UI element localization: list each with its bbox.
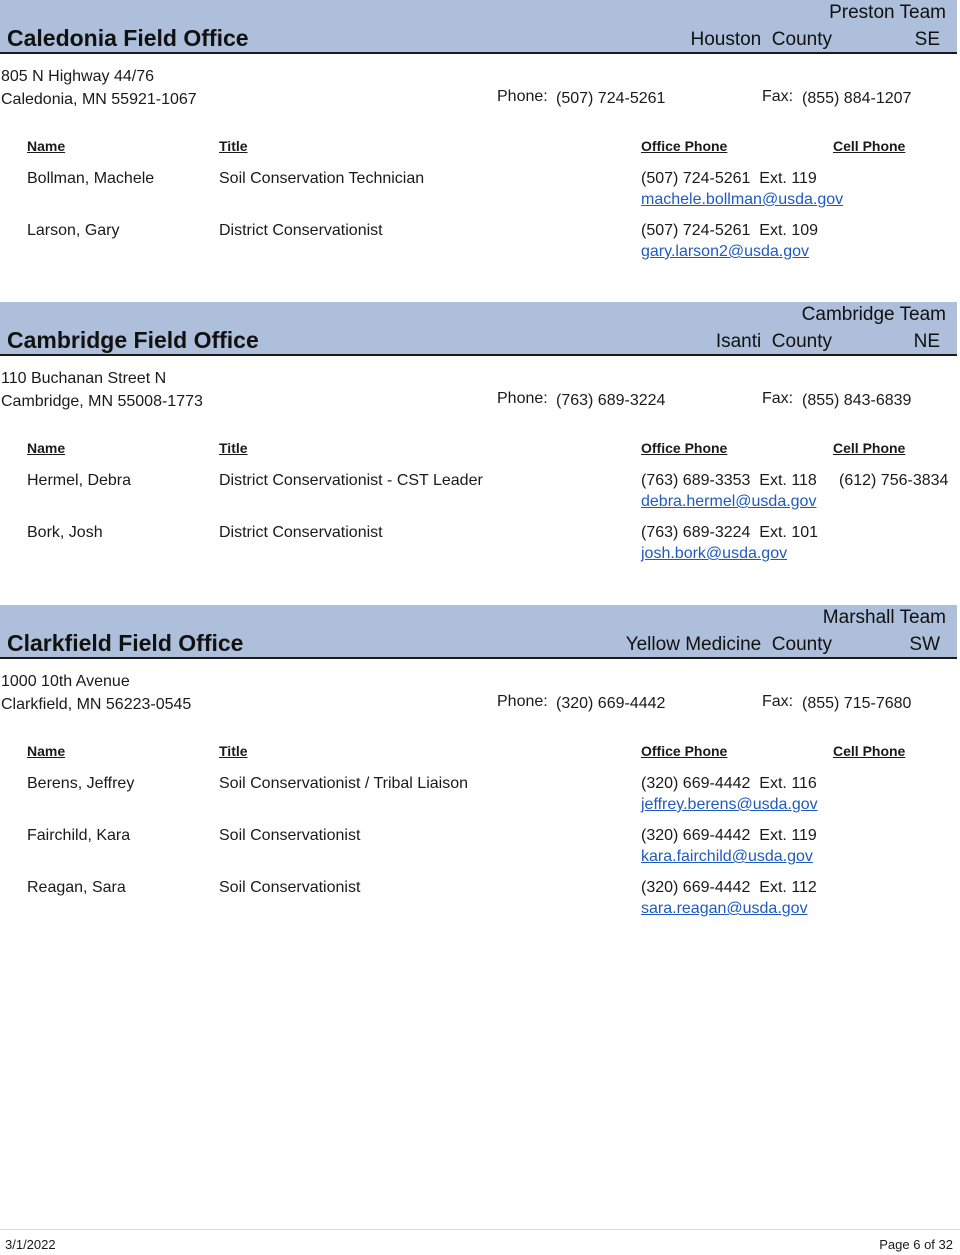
staff-name: Bork, Josh — [27, 524, 103, 541]
staff-name: Fairchild, Kara — [27, 827, 131, 844]
staff-office-phone: (507) 724-5261 Ext. 109 — [641, 222, 819, 239]
fax-label: Fax: — [762, 390, 794, 407]
staff-title: District Conservationist — [219, 524, 383, 541]
staff-email-link[interactable]: gary.larson2@usda.gov — [641, 243, 810, 260]
team-name: Marshall Team — [822, 607, 946, 628]
staff-office-phone: (320) 669-4442 Ext. 116 — [641, 775, 817, 792]
staff-title: Soil Conservationist / Tribal Liaison — [219, 775, 469, 792]
staff-cell-phone: (612) 756-3834 — [839, 472, 949, 489]
fax-value: (855) 843-6839 — [802, 392, 912, 409]
staff-office-phone: (507) 724-5261 Ext. 119 — [641, 170, 817, 187]
region-code: SW — [909, 634, 940, 655]
phone-label: Phone: — [497, 693, 548, 710]
staff-email-link[interactable]: jeffrey.berens@usda.gov — [641, 796, 818, 813]
staff-title: District Conservationist — [219, 222, 383, 239]
footer-divider — [0, 1229, 960, 1230]
staff-name: Berens, Jeffrey — [27, 775, 135, 792]
column-header-title: Title — [219, 138, 248, 154]
staff-email-link[interactable]: kara.fairchild@usda.gov — [641, 848, 813, 865]
address-line-2: Caledonia, MN 55921-1067 — [1, 91, 197, 108]
column-header-office-phone: Office Phone — [641, 138, 728, 154]
office-header-band — [0, 0, 957, 54]
staff-name: Larson, Gary — [27, 222, 120, 239]
office-address — [1, 65, 197, 111]
staff-name: Reagan, Sara — [27, 879, 126, 896]
staff-title: Soil Conservationist — [219, 827, 361, 844]
page-number: Page 6 of 32 — [879, 1237, 953, 1252]
staff-office-phone: (320) 669-4442 Ext. 119 — [641, 827, 817, 844]
fax-label: Fax: — [762, 88, 794, 105]
staff-email-link[interactable]: debra.hermel@usda.gov — [641, 493, 817, 510]
office-header-band — [0, 302, 957, 356]
office-phone-value: (763) 689-3224 — [556, 392, 666, 409]
fax-label: Fax: — [762, 693, 794, 710]
office-phone-value: (320) 669-4442 — [556, 695, 666, 712]
column-header-title: Title — [219, 743, 248, 759]
phone-label: Phone: — [497, 390, 548, 407]
address-line-1: 805 N Highway 44/76 — [1, 68, 154, 85]
staff-title: District Conservationist - CST Leader — [219, 472, 483, 489]
county-name: Yellow Medicine County — [625, 634, 832, 655]
staff-email-link[interactable]: machele.bollman@usda.gov — [641, 191, 844, 208]
office-address — [1, 670, 191, 716]
address-line-2: Clarkfield, MN 56223-0545 — [1, 696, 192, 713]
column-header-cell-phone: Cell Phone — [833, 440, 906, 456]
office-header-band — [0, 605, 957, 659]
column-header-office-phone: Office Phone — [641, 440, 728, 456]
address-line-2: Cambridge, MN 55008-1773 — [1, 393, 203, 410]
region-code: SE — [914, 29, 940, 50]
county-name: Houston County — [690, 29, 832, 50]
column-header-office-phone: Office Phone — [641, 743, 728, 759]
phone-label: Phone: — [497, 88, 548, 105]
office-name: Clarkfield Field Office — [7, 630, 244, 656]
staff-office-phone: (763) 689-3353 Ext. 118 — [641, 472, 817, 489]
team-name: Preston Team — [829, 2, 946, 23]
office-phone-value: (507) 724-5261 — [556, 90, 666, 107]
team-name: Cambridge Team — [801, 304, 946, 325]
address-line-1: 1000 10th Avenue — [1, 673, 130, 690]
county-name: Isanti County — [715, 331, 832, 352]
staff-title: Soil Conservationist — [219, 879, 361, 896]
staff-email-link[interactable]: sara.reagan@usda.gov — [641, 900, 808, 917]
staff-title: Soil Conservation Technician — [219, 170, 425, 187]
office-address — [1, 367, 203, 413]
column-header-cell-phone: Cell Phone — [833, 138, 906, 154]
office-name: Cambridge Field Office — [7, 327, 259, 353]
column-header-name: Name — [27, 138, 66, 154]
column-header-name: Name — [27, 440, 66, 456]
staff-name: Bollman, Machele — [27, 170, 155, 187]
staff-name: Hermel, Debra — [27, 472, 132, 489]
column-header-name: Name — [27, 743, 66, 759]
fax-value: (855) 715-7680 — [802, 695, 912, 712]
column-header-title: Title — [219, 440, 248, 456]
footer-date: 3/1/2022 — [5, 1237, 56, 1252]
fax-value: (855) 884-1207 — [802, 90, 912, 107]
address-line-1: 110 Buchanan Street N — [1, 370, 167, 387]
staff-email-link[interactable]: josh.bork@usda.gov — [641, 545, 788, 562]
staff-office-phone: (320) 669-4442 Ext. 112 — [641, 879, 817, 896]
region-code: NE — [913, 331, 940, 352]
staff-office-phone: (763) 689-3224 Ext. 101 — [641, 524, 819, 541]
column-header-cell-phone: Cell Phone — [833, 743, 906, 759]
office-name: Caledonia Field Office — [7, 25, 249, 51]
